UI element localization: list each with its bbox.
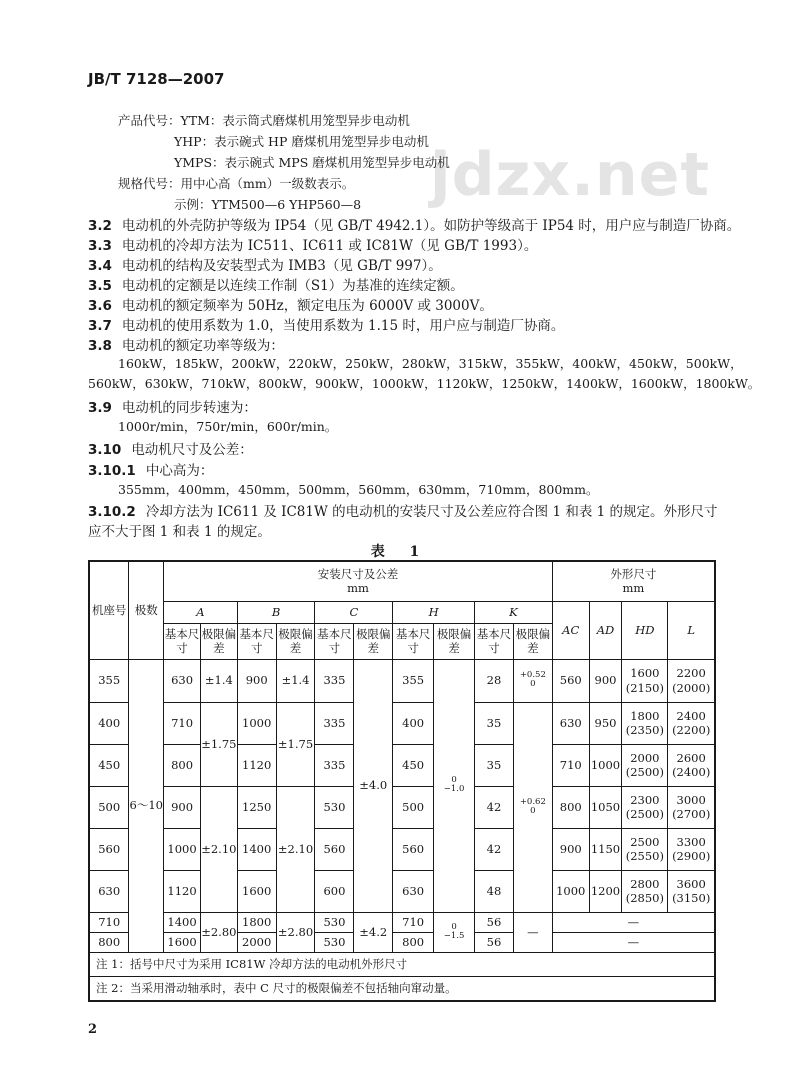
page-number: 2 xyxy=(88,1022,98,1037)
tol-k-cell: +0.52 0 xyxy=(513,659,552,702)
tol-k-cell: — xyxy=(513,912,552,952)
spec-code-line xyxy=(118,174,354,192)
clause-3-9: 3.9 电动机的同步转速为： xyxy=(88,400,257,416)
tol-h-cell: 0 −1.5 xyxy=(434,912,475,952)
clause-3-5: 3.5 电动机的定额是以连续工作制（S1）为基准的连续定额。 xyxy=(88,278,464,294)
note-row xyxy=(89,976,715,1001)
clause-3-2: 3.2 电动机的外壳防护等级为 IP54（见 GB/T 4942.1）。如防护等级高于 IP54 时，用户应与制造厂协商。 xyxy=(88,218,741,234)
table-row: 710 1400 ±2.80 1800 ±2.80 530 ±4.2 710 0 −1.5 56 — — xyxy=(89,912,715,932)
watermark: jdzx.net xyxy=(430,140,711,210)
spec-example: 示例：YTM500—6 YHP560—8 xyxy=(174,197,362,212)
clause-3-10-2-cont: 应不大于图 1 和表 1 的规定。 xyxy=(88,524,271,540)
center-heights: 355mm，400mm，450mm，500mm，560mm，630mm，710mm，800mm。 xyxy=(118,482,599,497)
tolerance-header: 极限偏差 xyxy=(200,623,237,659)
poles-header: 极数 xyxy=(129,561,164,659)
basic-size-header: 基本尺寸 xyxy=(475,623,514,659)
outline-dash: — xyxy=(552,912,715,932)
spec-label: 规格代号： xyxy=(118,176,181,191)
dim-hd-header: HD xyxy=(622,601,668,659)
basic-size-header: 基本尺寸 xyxy=(315,623,354,659)
clause-3-7: 3.7 电动机的使用系数为 1.0，当使用系数为 1.15 时，用户应与制造厂协商。 xyxy=(88,318,565,334)
outline-header: 外形尺寸 mm xyxy=(552,561,715,601)
code-ymps: YMPS：表示碗式 MPS 磨煤机用笼型异步电动机 xyxy=(174,155,450,170)
clause-3-8: 3.8 电动机的额定功率等级为： xyxy=(88,338,284,354)
tolerance-header: 极限偏差 xyxy=(434,623,475,659)
dim-ad-header: AD xyxy=(589,601,622,659)
dim-ac-header: AC xyxy=(552,601,589,659)
tol-b-cell: ±2.80 xyxy=(276,912,315,952)
product-code-label: 产品代号： xyxy=(118,113,181,128)
tol-a-cell: ±2.10 xyxy=(200,786,237,912)
code-ytm: YTM：表示筒式磨煤机用笼型异步电动机 xyxy=(180,113,410,128)
dim-l-header: L xyxy=(668,601,715,659)
tol-c-cell: ±4.0 xyxy=(354,659,393,912)
clause-3-10-2: 3.10.2 冷却方法为 IC611 及 IC81W 的电动机的安装尺寸及公差应符合图 1 和表 1 的规定。外形尺寸 xyxy=(88,504,718,520)
clause-3-3: 3.3 电动机的冷却方法为 IC511、IC611 或 IC81W（见 GB/T 1993）。 xyxy=(88,238,538,254)
header-row-2 xyxy=(89,601,715,623)
basic-size-header: 基本尺寸 xyxy=(237,623,276,659)
tolerance-header: 极限偏差 xyxy=(513,623,552,659)
dim-h-header: H xyxy=(393,601,475,623)
table-caption: 表 1 xyxy=(370,544,430,560)
header-row-1 xyxy=(89,561,715,601)
dimension-table xyxy=(88,560,716,1002)
tol-b-cell: ±1.4 xyxy=(276,659,315,702)
table-row: 560 1000 1400 560 560 42 900 1150 2500 (2550) 3300 (2900) xyxy=(89,828,715,870)
clause-3-10: 3.10 电动机尺寸及公差： xyxy=(88,442,253,458)
dim-c-header: C xyxy=(315,601,393,623)
basic-size-header: 基本尺寸 xyxy=(393,623,434,659)
install-header: 安装尺寸及公差 mm xyxy=(164,561,553,601)
tol-k-cell: +0.62 0 xyxy=(513,702,552,912)
power-ratings-line-1: 160kW，185kW，200kW，220kW，250kW，280kW，315kW，355kW，400kW，450kW，500kW， xyxy=(118,356,743,371)
dim-k-header: K xyxy=(475,601,553,623)
basic-size-header: 基本尺寸 xyxy=(164,623,201,659)
table-row: 800 1600 2000 530 800 56 — xyxy=(89,932,715,952)
tol-b-cell: ±2.10 xyxy=(276,786,315,912)
spec-text: 用中心高（mm）一级数表示。 xyxy=(180,176,355,191)
table-row: 450 800 1120 335 450 35 710 1000 2000 (2500) 2600 (2400) xyxy=(89,744,715,786)
tol-a-cell: ±1.4 xyxy=(200,659,237,702)
dim-b-header: B xyxy=(237,601,315,623)
table-row: 630 1120 1600 600 630 48 1000 1200 2800 (2850) 3600 (3150) xyxy=(89,870,715,912)
tol-b-cell: ±1.75 xyxy=(276,702,315,786)
table-note-2: 注 2：当采用滑动轴承时，表中 C 尺寸的极限偏差不包括轴向窜动量。 xyxy=(89,976,715,1001)
clause-3-4: 3.4 电动机的结构及安装型式为 IMB3（见 GB/T 997）。 xyxy=(88,258,442,274)
tolerance-header: 极限偏差 xyxy=(354,623,393,659)
table-note-1: 注 1：括号中尺寸为采用 IC81W 冷却方法的电动机外形尺寸 xyxy=(89,952,715,976)
standard-header: JB/T 7128—2007 xyxy=(88,70,225,88)
frame-header: 机座号 xyxy=(89,561,129,659)
product-code-line xyxy=(118,111,410,129)
table-row: 400 710 ±1.75 1000 ±1.75 335 400 35 +0.62 0 630 950 1800 (2350) 2400 (2200) xyxy=(89,702,715,744)
tolerance-header: 极限偏差 xyxy=(276,623,315,659)
power-ratings-line-2: 560kW，630kW，710kW，800kW，900kW，1000kW，1120kW，1250kW，1400kW，1600kW，1800kW。 xyxy=(88,376,761,391)
outline-dash: — xyxy=(552,932,715,952)
tol-a-cell: ±1.75 xyxy=(200,702,237,786)
sync-speeds: 1000r/min，750r/min，600r/min。 xyxy=(118,419,338,434)
poles-cell: 6～10 xyxy=(129,659,164,952)
tol-h-cell: 0 −1.0 xyxy=(434,659,475,912)
clause-3-10-1: 3.10.1 中心高为： xyxy=(88,463,214,479)
dim-a-header: A xyxy=(164,601,238,623)
note-row xyxy=(89,952,715,976)
table-row: 500 900 ±2.10 1250 ±2.10 530 500 42 800 1050 2300 (2500) 3000 (2700) xyxy=(89,786,715,828)
tol-a-cell: ±2.80 xyxy=(200,912,237,952)
code-yhp: YHP：表示碗式 HP 磨煤机用笼型异步电动机 xyxy=(174,134,429,149)
table-row: 355 6～10 630 ±1.4 900 ±1.4 335 ±4.0 355 0 −1.0 28 +0.52 0 560 900 1600 (2150) 2200 (2000) xyxy=(89,659,715,702)
clause-3-6: 3.6 电动机的额定频率为 50Hz，额定电压为 6000V 或 3000V。 xyxy=(88,298,493,314)
tol-c-cell: ±4.2 xyxy=(354,912,393,952)
